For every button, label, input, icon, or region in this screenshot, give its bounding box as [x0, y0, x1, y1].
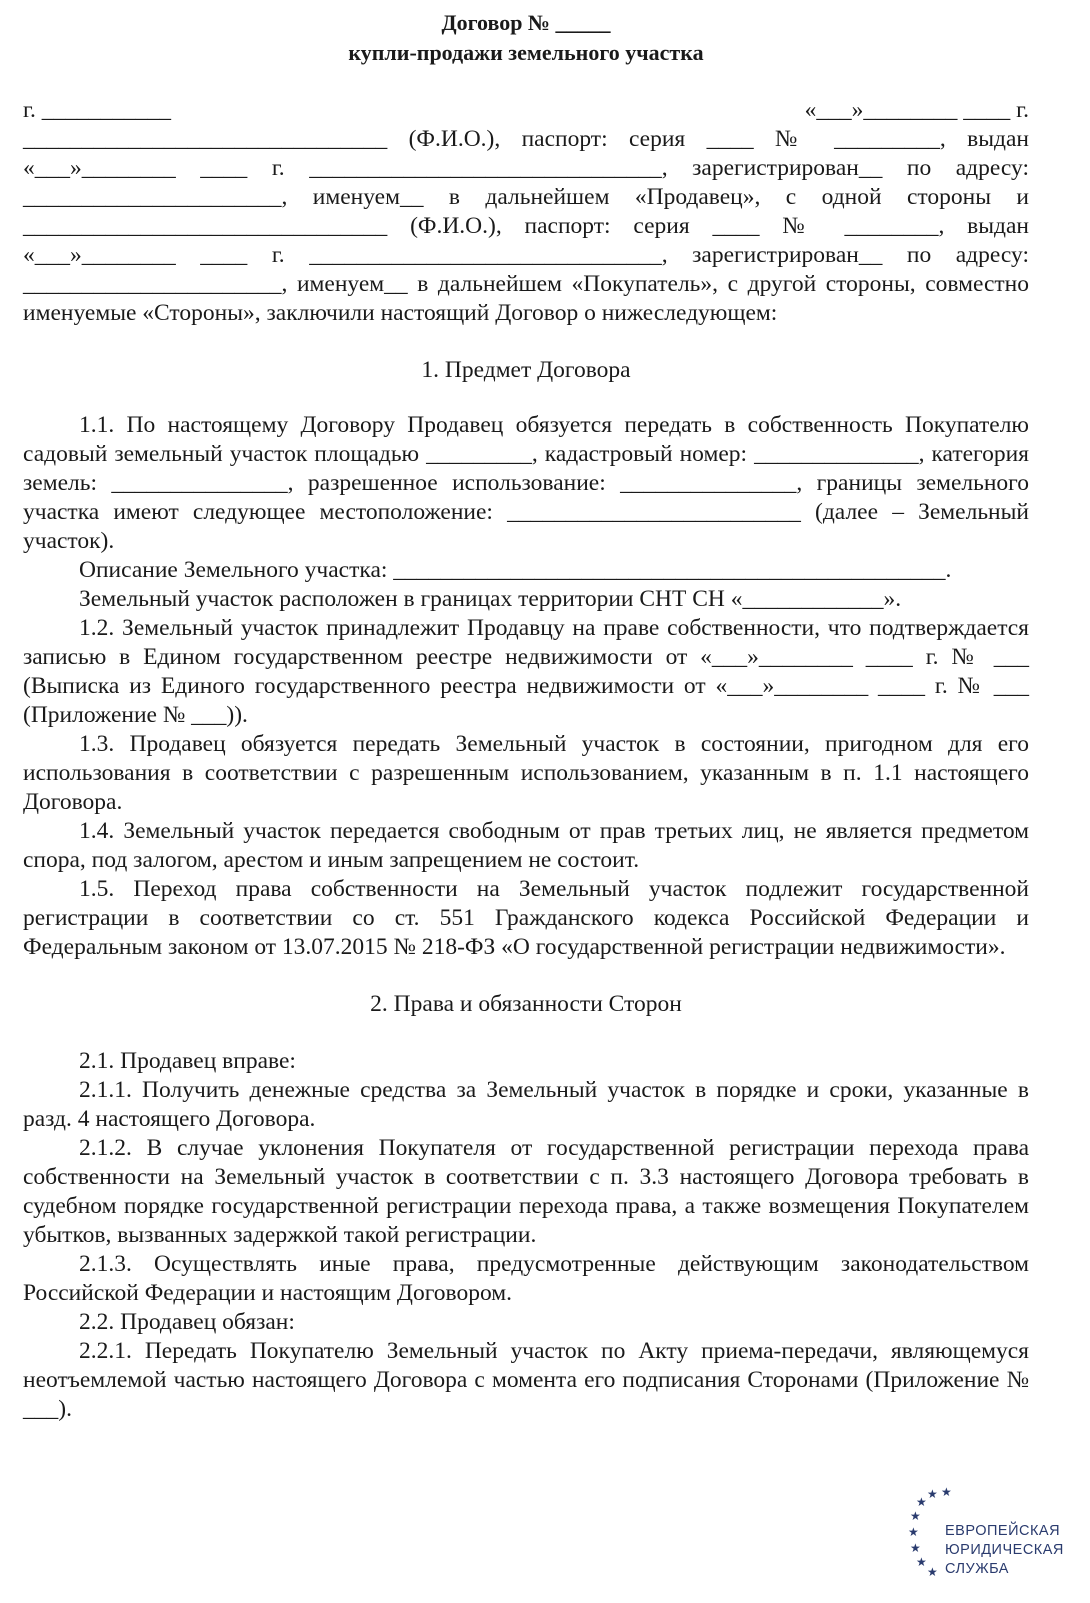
place-date-row: [23, 96, 1029, 125]
clause-2-1: 2.1. Продавец вправе:: [79, 1048, 296, 1074]
place-field: г. ___________: [23, 97, 171, 123]
company-logo: [910, 1486, 1080, 1603]
clause-2-2: 2.2. Продавец обязан:: [79, 1309, 295, 1335]
document-page: [23, 8, 1029, 1424]
logo-line-3: СЛУЖБА: [945, 1561, 1009, 1577]
svg-text:★: ★: [941, 1485, 952, 1499]
document-subtitle: купли-продажи земельного участка: [348, 40, 704, 65]
clause-1-1: 1.1. По настоящему Договору Продавец обязуется передать в собственность Покупателю садовый земельный участок площадью _________, кадастровый номер: ______________, категория земель: _______________, разрешенное использование: _______________, границы земельного участка имеют следующее местоположение: _________________________ (далее – Земельный участок).: [23, 412, 1029, 554]
clause-2-2-1: 2.2.1. Передать Покупателю Земельный участок по Акту приема-передачи, являющемуся неотъемлемой частью настоящего Договора с момента его подписания Сторонами (Приложение № ___).: [23, 1338, 1029, 1422]
clause-2-1-1: 2.1.1. Получить денежные средства за Земельный участок в порядке и сроки, указанные в разд. 4 настоящего Договора.: [23, 1077, 1029, 1132]
date-field: «___»________ ____ г.: [804, 97, 1029, 123]
svg-text:★: ★: [908, 1525, 919, 1539]
clause-1-3: 1.3. Продавец обязуется передать Земельный участок в состоянии, пригодном для его использования в соответствии с разрешенным использованием, указанным в п. 1.1 настоящего Договора.: [23, 731, 1029, 815]
svg-text:★: ★: [916, 1555, 927, 1569]
preamble-paragraph: _______________________________ (Ф.И.О.), паспорт: серия ____ № _________, выдан «___»________ ____ г. ______________________________, зарегистрирован__ по адресу: ______________________, именуем__ в дальнейшем «Продавец», с одной стороны и _______________________________ (Ф.И.О.), паспорт: серия ____ № ________, выдан «___»________ ____ г. ______________________________, зарегистрирован__ по адресу: ______________________, именуем__ в дальнейшем «Покупатель», с другой стороны, совместно именуемые «Стороны», заключили настоящий Договор о нижеследующем:: [23, 126, 1029, 326]
clause-1-4: 1.4. Земельный участок передается свободным от прав третьих лиц, не является предметом спора, под залогом, арестом и иным запрещением не состоит.: [23, 818, 1029, 873]
clause-1-2: 1.2. Земельный участок принадлежит Продавцу на праве собственности, что подтверждается записью в Едином государственном реестре недвижимости от «___»________ ____ г. № ___ (Выписка из Единого государственного реестра недвижимости от «___»________ ____ г. № ___ (Приложение № ___)).: [23, 615, 1029, 728]
document-title-block: [23, 8, 1029, 68]
document-title: Договор № _____: [441, 10, 611, 35]
logo-text: [945, 1522, 1064, 1579]
svg-text:★: ★: [916, 1495, 927, 1509]
section-2-heading: 2. Права и обязанности Сторон: [370, 991, 682, 1017]
svg-text:★: ★: [927, 1565, 938, 1579]
clause-2-1-2: 2.1.2. В случае уклонения Покупателя от государственной регистрации перехода права собственности на Земельный участок в соответствии с п. 3.3 настоящего Договора требовать в судебном порядке государственной регистрации перехода права, а также возмещения Покупателем убытков, вызванных задержкой такой регистрации.: [23, 1135, 1029, 1248]
svg-text:★: ★: [927, 1487, 938, 1501]
svg-text:★: ★: [910, 1541, 921, 1555]
parcel-location: Земельный участок расположен в границах территории СНТ СН «____________».: [79, 586, 902, 612]
parcel-description: Описание Земельного участка: _______________________________________________.: [79, 557, 952, 583]
svg-text:★: ★: [910, 1509, 921, 1523]
clause-2-1-3: 2.1.3. Осуществлять иные права, предусмотренные действующим законодательством Российской Федерации и настоящим Договором.: [23, 1251, 1029, 1306]
logo-line-2: ЮРИДИЧЕСКАЯ: [945, 1542, 1064, 1558]
section-1-heading: 1. Предмет Договора: [421, 357, 631, 383]
stars-arc-icon: [910, 1486, 950, 1603]
clause-1-5: 1.5. Переход права собственности на Земельный участок подлежит государственной регистрации в соответствии со ст. 551 Гражданского кодекса Российской Федерации и Федеральным законом от 13.07.2015 № 218-ФЗ «О государственной регистрации недвижимости».: [23, 876, 1029, 960]
logo-line-1: ЕВРОПЕЙСКАЯ: [945, 1523, 1061, 1539]
